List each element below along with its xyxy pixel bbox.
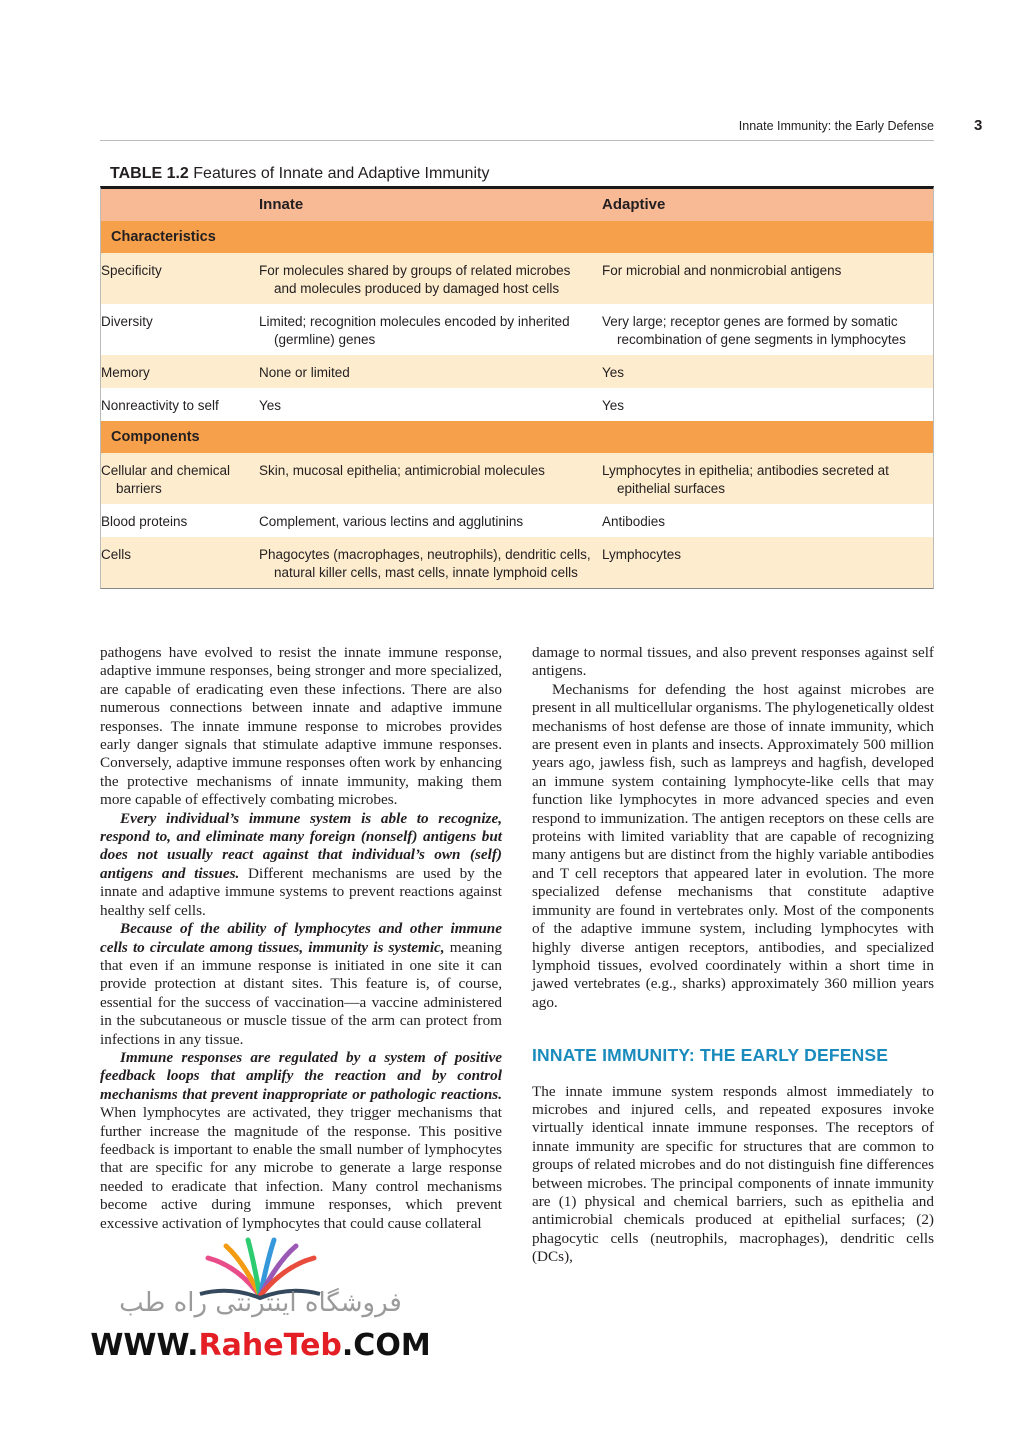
innate-cell: Skin, mucosal epithelia; antimicrobial molecules [259,463,545,478]
adaptive-cell: Yes [602,365,625,380]
body-paragraph: pathogens have evolved to resist the innate immune response, adaptive immune responses, being stronger and more specialized, are capable of eradicating even these infections. There are also numerous connections between innate and adaptive immune responses. The innate immune response to microbes provides early danger signals that stimulate adaptive immune responses. Conversely, adaptive immune responses often work by enhancing the protective mechanisms of innate immunity, making them more capable of effectively combating microbes. [100,644,502,809]
adaptive-cell: For microbial and nonmicrobial antigens [602,263,842,278]
adaptive-cell: Lymphocytes [602,547,682,562]
paragraph-text: meaning that even if an immune response is initiated in one site it can provide protection at distant sites. This feature is, of course, essential for the success of vaccination—a vaccine administered in the subcutaneous or muscle tissue of the arm can protect from infections in any tissue. [100,938,502,1048]
watermark-persian-text: فروشگاه اینترنتی راه طب [119,1288,402,1318]
body-paragraph: The innate immune system responds almost immediately to microbes and injured cells, and repeated exposures invoke virtually identical innate immune responses. The receptors of innate immunity are specific for structures that are common to groups of related microbes and do not distinguish fine differences between microbes. The principal components of innate immunity are (1) physical and chemical barriers, such as epithelia and antimicrobial chemicals produced at epithelial surfaces; (2) phagocytic cells (neutrophils, macrophages), dendritic cells (DCs), [532,1082,934,1266]
emphasis-statement: Every individual’s immune system is able to recognize, respond to, and eliminate many foreign (nonself) antigens but does not usually react against that individual’s own (self) antigens and tissues. [100,809,502,882]
running-title: Innate Immunity: the Early Defense [738,119,934,133]
header-innate: Innate [259,196,304,213]
table-row [101,537,933,588]
table-row [101,253,933,304]
body-paragraph: Mechanisms for defending the host against microbes are present in all multicellular organisms. The phylogenetically oldest mechanisms of host defense are those of innate immunity, which are present even in plants and insects. Approximately 500 million years ago, jawless fish, such as lampreys and hagfish, developed an immune system containing lymphocyte-like cells that may function like lymphocytes in more advanced species and even respond to immunization. The antigen receptors on these cells are proteins with limited variablity that are capable of recognizing many antigens but are distinct from the highly variable antibodies and T cell receptors that appeared later in evolution. The more specialized defense mechanisms that constitute adaptive immunity are found in vertebrates only. Most of the components of the adaptive immune system, including lymphocytes with highly diverse antigen receptors, antibodies, and specialized lymphoid tissues, evolved coordinately within a short time in jawed vertebrates (e.g., sharks) approximately 360 million years ago. [532,680,934,1011]
innate-cell: Complement, various lectins and agglutinins [259,514,524,529]
body-paragraph [100,810,502,920]
paragraph-text: Different mechanisms are used by the innate and adaptive immune systems to prevent reactions against healthy self cells. [100,864,502,919]
emphasis-statement: Because of the ability of lymphocytes and other immune cells to circulate among tissues, immunity is systemic, [100,920,502,956]
innate-cell: Phagocytes (macrophages, neutrophils), dendritic cells, natural killer cells, mast cells, innate lymphoid cells [259,547,591,580]
right-text-column [532,644,934,1267]
feature-cell: Blood proteins [101,514,188,529]
feature-cell: Specificity [101,263,162,278]
watermark [88,1236,433,1376]
table-title: Features of Innate and Adaptive Immunity [193,165,490,182]
feature-cell: Memory [101,365,150,380]
adaptive-cell: Yes [602,398,625,413]
table-caption [110,165,489,183]
paragraph-text: When lymphocytes are activated, they trigger mechanisms that further increase the magnitude of the response. This positive feedback is important to enable the small number of lymphocytes that are specific for any microbe to generate a large response needed to eradicate that infection. Many control mechanisms become active during immune responses, which prevent excessive activation of lymphocytes that could cause collateral [100,1104,502,1232]
feature-cell: Cells [101,547,132,562]
url-prefix: WWW. [90,1328,199,1363]
feature-cell: Cellular and chemical barriers [101,463,231,496]
page-number: 3 [974,117,983,134]
table-row [101,304,933,355]
running-header [100,116,934,141]
table-label: TABLE 1.2 [110,165,189,182]
table-row [101,504,933,537]
table-row [101,355,933,388]
feature-cell: Diversity [101,314,153,329]
left-text-column [100,644,502,1233]
header-adaptive: Adaptive [602,196,666,213]
emphasis-statement: Immune responses are regulated by a system of positive feedback loops that amplify the reaction and by control mechanisms that prevent inappropriate or pathologic reactions. [100,1048,502,1103]
innate-cell: None or limited [259,365,350,380]
adaptive-cell: Very large; receptor genes are formed by somatic recombination of gene segments in lymphocytes [602,314,906,347]
watermark-url [88,1328,433,1363]
adaptive-cell: Antibodies [602,514,666,529]
table-header-row [101,189,933,221]
innate-cell: For molecules shared by groups of related microbes and molecules produced by damaged host cells [259,263,571,296]
body-paragraph [100,1049,502,1233]
body-paragraph: damage to normal tissues, and also prevent responses against self antigens. [532,644,934,680]
features-table [100,186,934,589]
section-heading: INNATE IMMUNITY: THE EARLY DEFENSE [532,1045,889,1066]
url-suffix: .COM [341,1328,431,1363]
innate-cell: Yes [259,398,282,413]
section-components: Components [101,421,933,453]
url-brand: RaheTeb [198,1328,342,1363]
table-row [101,388,933,421]
body-paragraph [100,920,502,1049]
adaptive-cell: Lymphocytes in epithelia; antibodies secreted at epithelial surfaces [602,463,889,496]
innate-cell: Limited; recognition molecules encoded by inherited (germline) genes [259,314,570,347]
feature-cell: Nonreactivity to self [101,398,219,413]
table-row [101,453,933,504]
section-characteristics: Characteristics [101,221,933,253]
